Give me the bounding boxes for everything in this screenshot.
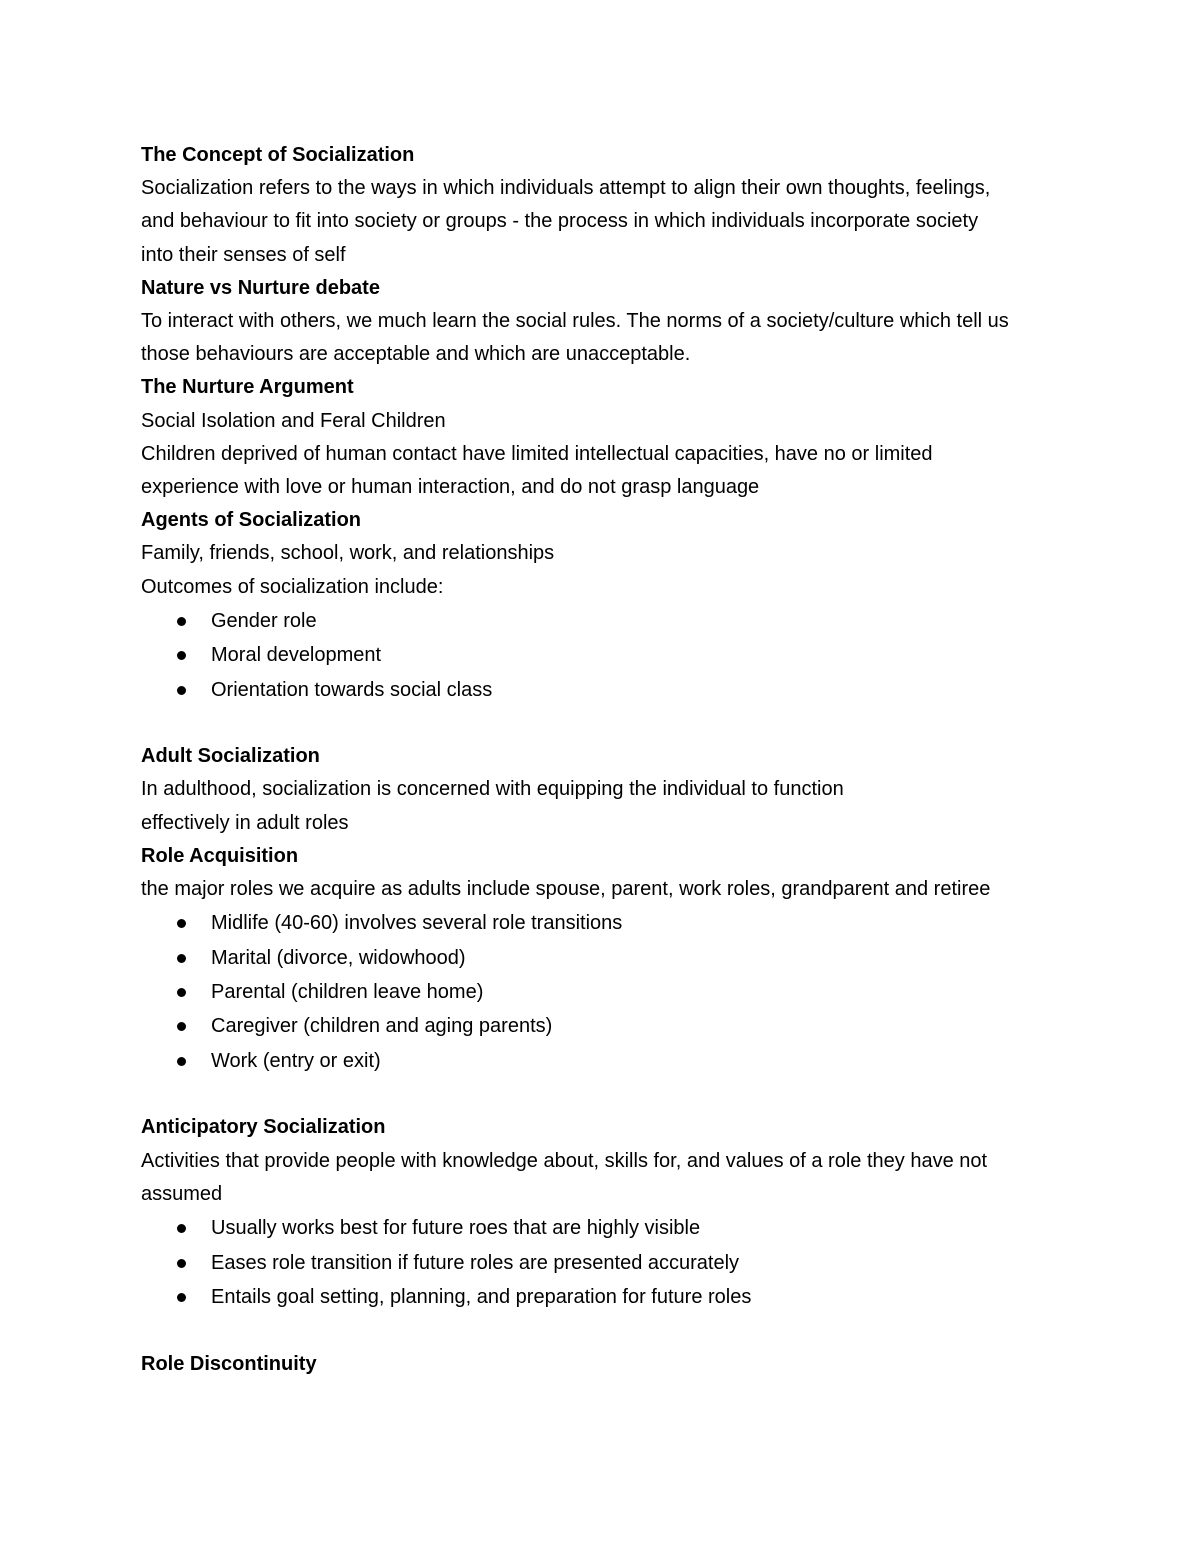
bullet-icon	[177, 1259, 186, 1268]
heading-nature-vs-nurture: Nature vs Nurture debate	[141, 276, 380, 299]
heading-agents-of-socialization: Agents of Socialization	[141, 509, 362, 532]
paragraph-agents-list: Family, friends, school, work, and relationships	[141, 542, 555, 565]
list-item	[141, 941, 1061, 975]
paragraph-anticipatory-activities: Activities that provide people with knowledge about, skills for, and values of a role they have not assumed	[141, 1149, 988, 1205]
bullet-icon	[177, 988, 186, 997]
list-item-text: Moral development	[211, 644, 382, 667]
bullet-icon	[177, 1022, 186, 1031]
blank-line	[141, 1078, 1061, 1111]
heading-anticipatory-socialization: Anticipatory Socialization	[141, 1116, 386, 1139]
bullet-icon	[177, 919, 186, 928]
paragraph-adulthood: In adulthood, socialization is concerned with equipping the individual to function effectively in adult roles	[141, 778, 844, 834]
role-transitions-list	[141, 906, 1061, 1078]
bullet-icon	[177, 686, 186, 695]
bullet-icon	[177, 651, 186, 660]
bullet-icon	[177, 1293, 186, 1302]
list-item-text: Parental (children leave home)	[211, 981, 484, 1004]
list-item	[141, 1246, 1061, 1280]
bullet-icon	[177, 1224, 186, 1233]
heading-concept-of-socialization: The Concept of Socialization	[141, 144, 415, 166]
list-item-text: Orientation towards social class	[211, 678, 493, 701]
heading-nurture-argument: The Nurture Argument	[141, 376, 354, 399]
heading-role-discontinuity: Role Discontinuity	[141, 1352, 317, 1375]
list-item-text: Midlife (40-60) involves several role transitions	[211, 912, 623, 935]
outcomes-list	[141, 604, 1061, 707]
blank-line	[141, 1314, 1061, 1347]
list-item	[141, 1009, 1061, 1043]
list-item-text: Work (entry or exit)	[211, 1049, 381, 1072]
list-item	[141, 1280, 1061, 1314]
list-item-text: Gender role	[211, 609, 317, 632]
list-item	[141, 1044, 1061, 1078]
paragraph-social-rules: To interact with others, we much learn the social rules. The norms of a society/culture which tell us those behaviours are acceptable and which are unacceptable.	[141, 310, 1009, 366]
heading-adult-socialization: Adult Socialization	[141, 745, 320, 768]
blank-line	[141, 707, 1061, 740]
list-item	[141, 673, 1061, 707]
list-item	[141, 1211, 1061, 1245]
list-item-text: Caregiver (children and aging parents)	[211, 1015, 553, 1038]
paragraph-deprived-children: Children deprived of human contact have limited intellectual capacities, have no or limited experience with love or human interaction, and do not grasp language	[141, 442, 933, 499]
subheading-social-isolation: Social Isolation and Feral Children	[141, 409, 446, 432]
list-item-text: Eases role transition if future roles are presented accurately	[211, 1251, 740, 1274]
list-item	[141, 604, 1061, 638]
paragraph-outcomes-intro: Outcomes of socialization include:	[141, 575, 444, 598]
list-item	[141, 638, 1061, 672]
bullet-icon	[177, 1057, 186, 1066]
list-item-text: Entails goal setting, planning, and preparation for future roles	[211, 1285, 752, 1308]
paragraph-socialization-definition: Socialization refers to the ways in which individuals attempt to align their own thoughts, feelings, and behaviour to fit into society or groups - the process in which individuals incorporate society into their senses of self	[141, 177, 991, 266]
document-body	[141, 139, 1061, 1381]
paragraph-major-roles: the major roles we acquire as adults include spouse, parent, work roles, grandparent and retiree	[141, 878, 991, 901]
list-item	[141, 975, 1061, 1009]
anticipatory-list	[141, 1211, 1061, 1314]
bullet-icon	[177, 617, 186, 626]
list-item	[141, 906, 1061, 940]
bullet-icon	[177, 954, 186, 963]
list-item-text: Usually works best for future roes that are highly visible	[211, 1217, 701, 1240]
list-item-text: Marital (divorce, widowhood)	[211, 946, 466, 969]
heading-role-acquisition: Role Acquisition	[141, 844, 299, 867]
